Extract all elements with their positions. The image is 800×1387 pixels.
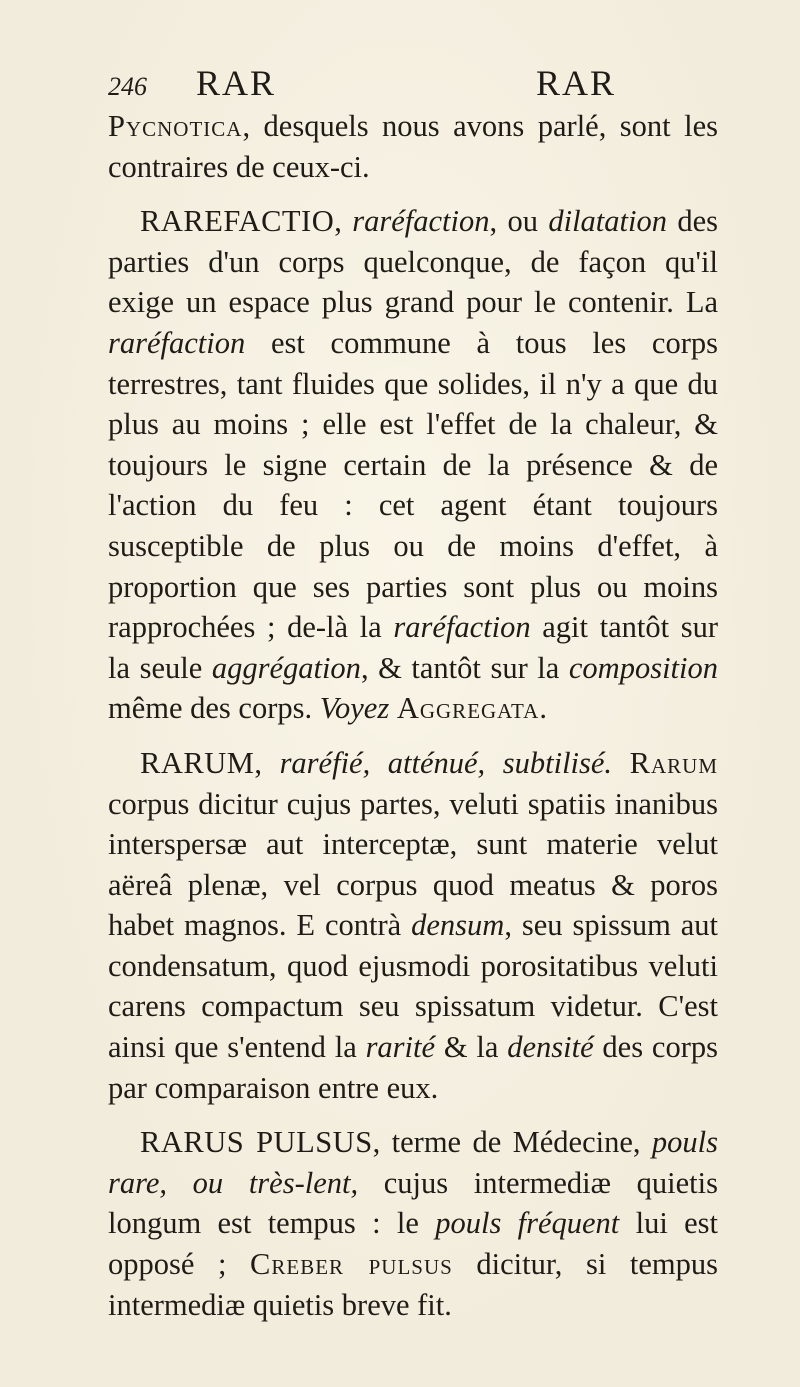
entry-text: corpus dicitur cujus partes, veluti spatiis inanibus interspersæ aut interceptæ, sunt materie velut aëreâ plenæ, vel corpus quod meatus & poros habet magnos. E contrà — [108, 786, 718, 943]
entry-text: , ou — [489, 204, 549, 239]
cross-ref-term: Pycnotica — [108, 109, 243, 143]
french-gloss: pouls fréquent — [435, 1206, 620, 1241]
french-gloss: raréfaction — [108, 325, 246, 360]
entry-rarus-pulsus — [108, 1122, 718, 1325]
page-number: 246 — [108, 72, 147, 101]
continuation-text: , desquels nous avons parlé, sont les contraires de ceux-ci. — [108, 109, 718, 184]
french-gloss: pouls rare, ou très-lent, — [108, 1125, 718, 1200]
entry-text: , terme de Médecine, — [372, 1125, 652, 1160]
french-gloss: dilatation — [548, 204, 667, 239]
french-gloss: composition — [568, 650, 718, 685]
french-gloss: rarité — [365, 1030, 436, 1065]
french-gloss: raréfié, atténué, subtilisé. — [279, 745, 613, 780]
entry-text: même des corps. — [108, 691, 320, 726]
entry-text: , seu spissum aut condensatum, quod ejusmodi porositatibus veluti carens compactum seu spissatum videtur. C'est ainsi que s'entend la — [108, 908, 718, 1065]
entry-text: & la — [435, 1030, 508, 1065]
entry-text: des parties d'un corps quelconque, de façon qu'il exige un espace plus grand pour le contenir. La — [108, 204, 718, 320]
latin-gloss: densum — [411, 908, 505, 943]
french-gloss: aggrégation — [211, 650, 361, 685]
entry-headword: RARUM — [140, 745, 255, 780]
cross-ref-term: Aggregata. — [396, 691, 548, 726]
running-head-right: RAR — [536, 63, 617, 103]
latin-term: Rarum — [629, 745, 718, 780]
dictionary-text — [108, 106, 718, 1325]
separator: , — [334, 204, 353, 239]
entry-headword: RARUS PULSUS — [140, 1125, 373, 1160]
french-gloss: densité — [507, 1030, 594, 1065]
entry-text: est commune à tous les corps terrestres, tant fluides que solides, il n'y a que du plus au moins ; elle est l'effet de la chaleur, & toujours le signe certain de la présence & de l'action du feu : cet agent étant toujours susceptible de plus ou de moins d'effet, à proportion que ses parties sont plus ou moins rapprochées ; de-là la — [108, 325, 718, 645]
entry-text: , & tantôt sur la — [360, 650, 569, 685]
entry-rarum — [108, 743, 718, 1108]
entry-rarefactio — [108, 201, 718, 729]
entry-text: lui est opposé ; — [108, 1206, 718, 1282]
entry-text: agit tantôt sur la seule — [108, 610, 718, 685]
french-gloss: raréfaction — [393, 610, 531, 645]
entry-text: cujus intermediæ quietis longum est tempus : le — [108, 1165, 718, 1241]
see-label: Voyez — [319, 691, 390, 726]
continuation-paragraph — [108, 106, 718, 187]
entry-text: dicitur, si tempus intermediæ quietis breve fit. — [108, 1247, 719, 1322]
running-header — [108, 62, 648, 102]
french-gloss: raréfaction — [352, 204, 490, 239]
separator — [612, 746, 630, 780]
entry-text: des corps par comparaison entre eux. — [108, 1030, 718, 1105]
running-head-left: RAR — [196, 63, 277, 103]
separator: , — [254, 745, 280, 780]
entry-headword: RAREFACTIO — [140, 204, 335, 239]
latin-term: Creber pulsus — [250, 1247, 453, 1282]
